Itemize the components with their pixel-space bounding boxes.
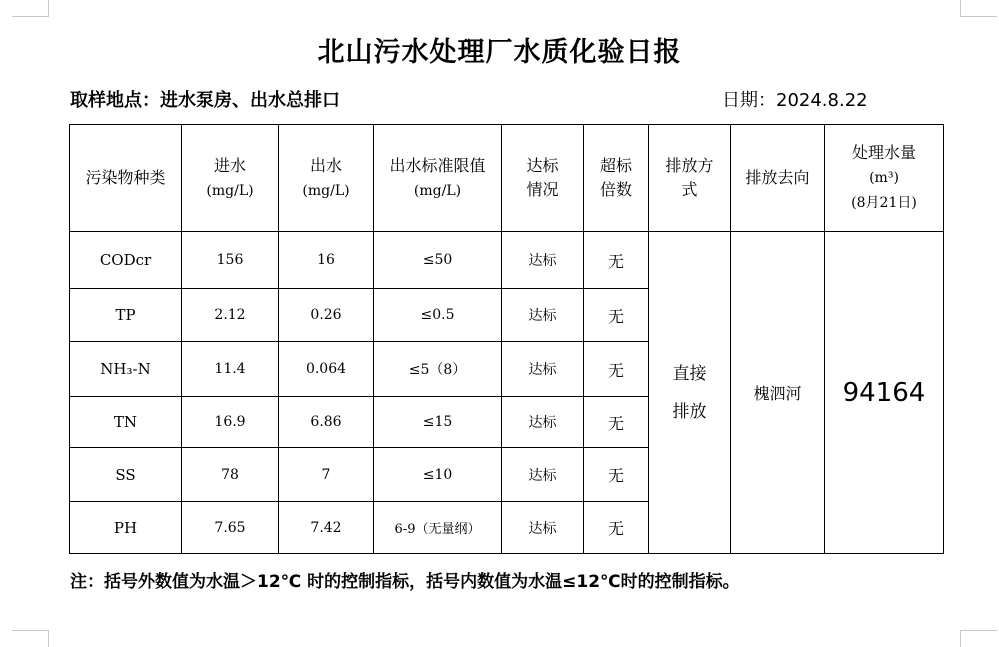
pollutant-name: TN	[70, 397, 182, 448]
limit-value: ≤5（8）	[374, 342, 502, 397]
page-corner-mark	[12, 0, 49, 17]
report-title: 北山污水处理厂水质化验日报	[317, 37, 682, 68]
exceed-ratio: 无	[584, 342, 649, 397]
exceed-ratio: 无	[584, 502, 649, 554]
effluent-value: 7.42	[279, 502, 374, 554]
effluent-value: 6.86	[279, 397, 374, 448]
pollutant-name: PH	[70, 502, 182, 554]
discharge-method: 直接 排放	[649, 232, 731, 554]
page-corner-mark	[12, 630, 49, 647]
header-influent: 进水 (mg/L)	[182, 125, 279, 232]
page-corner-mark	[960, 0, 997, 17]
discharge-destination: 槐泗河	[731, 232, 825, 554]
header-destination: 排放去向	[731, 125, 825, 232]
effluent-value: 16	[279, 232, 374, 289]
pollutant-name: SS	[70, 448, 182, 502]
effluent-value: 0.26	[279, 289, 374, 342]
influent-value: 16.9	[182, 397, 279, 448]
influent-value: 156	[182, 232, 279, 289]
water-quality-table	[69, 124, 944, 554]
limit-value: ≤50	[374, 232, 502, 289]
exceed-ratio: 无	[584, 289, 649, 342]
header-compliance: 达标 情况	[502, 125, 584, 232]
treated-volume: 94164	[825, 232, 944, 554]
limit-value: ≤15	[374, 397, 502, 448]
compliance-status: 达标	[502, 289, 584, 342]
limit-value: ≤0.5	[374, 289, 502, 342]
footnote: 注：括号外数值为水温＞12℃ 时的控制指标，括号内数值为水温≤12℃时的控制指标。	[70, 572, 740, 592]
influent-value: 7.65	[182, 502, 279, 554]
compliance-status: 达标	[502, 397, 584, 448]
limit-value: 6-9（无量纲）	[374, 502, 502, 554]
sampling-location: 取样地点：进水泵房、出水总排口	[70, 90, 340, 111]
effluent-value: 7	[279, 448, 374, 502]
influent-value: 2.12	[182, 289, 279, 342]
pollutant-name: NH₃-N	[70, 342, 182, 397]
exceed-ratio: 无	[584, 232, 649, 289]
page-corner-mark	[960, 630, 997, 647]
header-row	[70, 125, 944, 232]
pollutant-name: CODcr	[70, 232, 182, 289]
header-standard: 出水标准限值 (mg/L)	[374, 125, 502, 232]
influent-value: 78	[182, 448, 279, 502]
effluent-value: 0.064	[279, 342, 374, 397]
exceed-ratio: 无	[584, 448, 649, 502]
compliance-status: 达标	[502, 448, 584, 502]
compliance-status: 达标	[502, 342, 584, 397]
influent-value: 11.4	[182, 342, 279, 397]
header-effluent: 出水 (mg/L)	[279, 125, 374, 232]
report-date: 日期：2024.8.22	[722, 90, 868, 111]
header-pollutant: 污染物种类	[70, 125, 182, 232]
compliance-status: 达标	[502, 502, 584, 554]
header-volume: 处理水量 (m³) (8月21日)	[825, 125, 944, 232]
header-method: 排放方 式	[649, 125, 731, 232]
limit-value: ≤10	[374, 448, 502, 502]
compliance-status: 达标	[502, 232, 584, 289]
exceed-ratio: 无	[584, 397, 649, 448]
header-exceed: 超标 倍数	[584, 125, 649, 232]
pollutant-name: TP	[70, 289, 182, 342]
table-row	[70, 232, 944, 289]
